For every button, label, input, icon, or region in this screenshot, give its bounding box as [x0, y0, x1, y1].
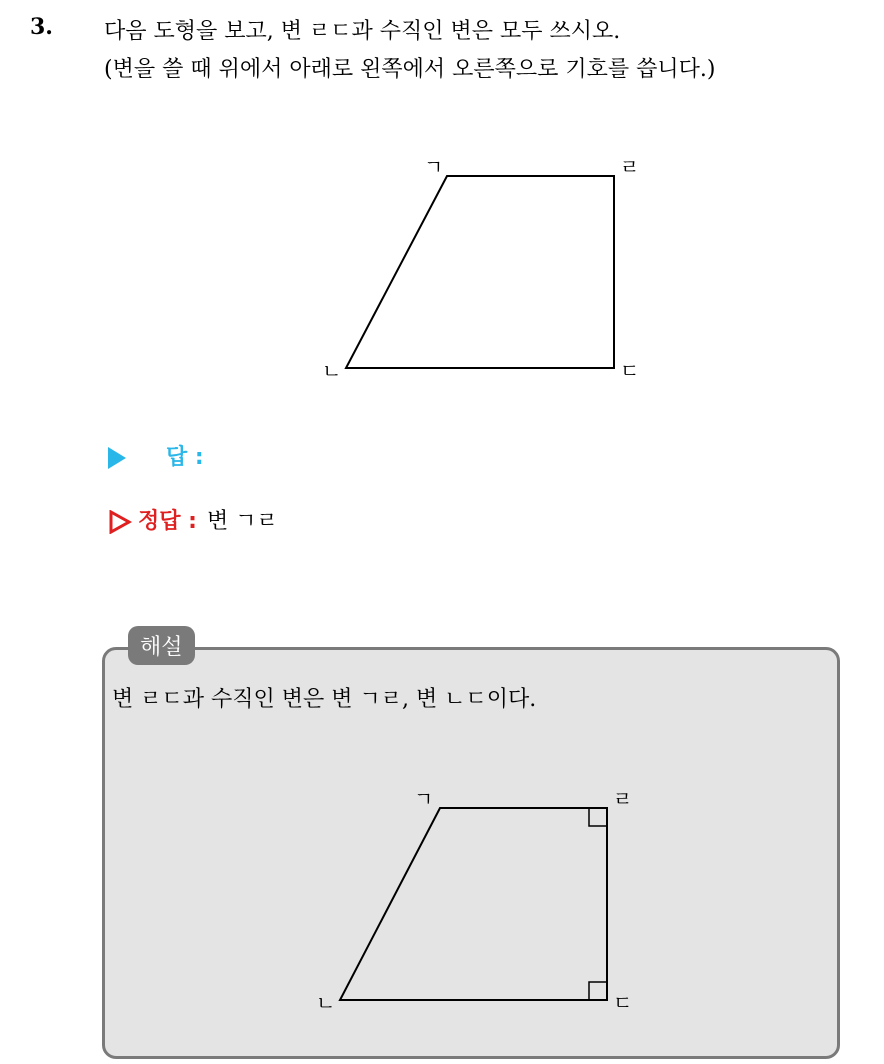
solution-vertex-label-b: ㄴ: [316, 991, 336, 1015]
solution-vertex-label-a: ㄱ: [414, 787, 434, 811]
question-instruction: (변을 쓸 때 위에서 아래로 왼쪽에서 오른쪽으로 기호를 씁니다.): [104, 57, 716, 82]
vertex-label-b: ㄴ: [322, 359, 342, 383]
solution-tab: 해설: [128, 626, 195, 665]
solution-vertex-label-d: ㄹ: [613, 787, 633, 811]
answer-label: 답 :: [166, 445, 204, 470]
correct-answer-label: 정답 :: [138, 509, 197, 534]
vertex-label-a: ㄱ: [424, 155, 444, 179]
vertex-label-c: ㄷ: [620, 359, 640, 383]
vertex-label-d: ㄹ: [620, 155, 640, 179]
question-text: 다음 도형을 보고, 변 ㄹㄷ과 수직인 변은 모두 쓰시오.: [104, 19, 621, 44]
right-angle-mark-bottom: [589, 982, 607, 1000]
solution-text: 변 ㄹㄷ과 수직인 변은 변 ㄱㄹ, 변 ㄴㄷ이다.: [112, 687, 537, 712]
solution-vertex-label-c: ㄷ: [613, 991, 633, 1015]
right-angle-mark-top: [589, 808, 607, 826]
solution-trapezoid-shape: [340, 808, 607, 1000]
correct-answer-value: 변 ㄱㄹ: [206, 509, 278, 534]
question-number: 3.: [30, 14, 53, 40]
